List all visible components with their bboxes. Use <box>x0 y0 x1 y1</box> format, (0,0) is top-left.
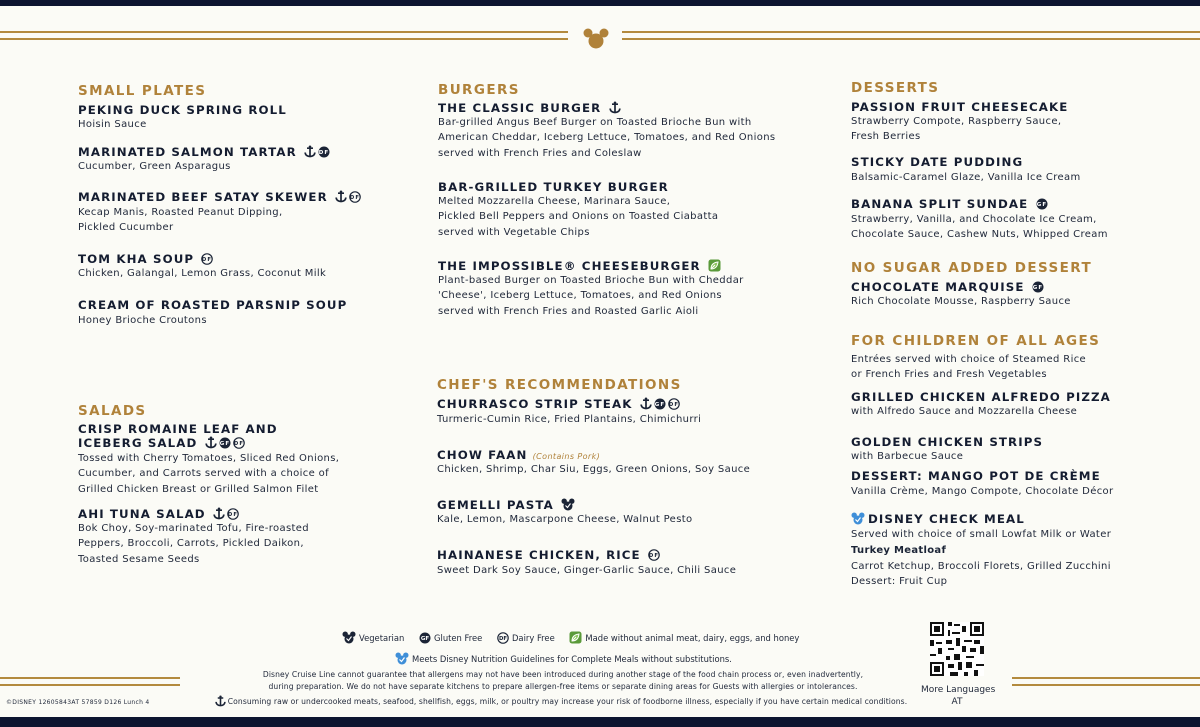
gold-rule <box>0 31 568 33</box>
menu-item-row <box>78 145 330 159</box>
menu-item-name: STICKY DATE PUDDING <box>851 155 1024 169</box>
menu-item-desc: Hoisin Sauce <box>78 119 147 130</box>
menu-item-name: HAINANESE CHICKEN, RICE <box>437 548 641 562</box>
menu-item-row <box>437 548 660 562</box>
menu-item-name: DESSERT: MANGO POT DE CRÈME <box>851 469 1101 483</box>
menu-item-desc: Strawberry, Vanilla, and Chocolate Ice Cream, Chocolate Sauce, Cashew Nuts, Whipped Cream <box>851 214 1108 241</box>
dairy-free-label: DF <box>668 402 679 409</box>
menu-item-desc: with Barbecue Sauce <box>851 451 964 462</box>
section-title-children: FOR CHILDREN OF ALL AGES <box>851 333 1101 349</box>
gluten-free-icon <box>1032 281 1044 293</box>
legend-vegetarian: Vegetarian <box>359 633 405 643</box>
anchor-icon <box>213 507 225 520</box>
dairy-free-icon <box>349 191 361 203</box>
menu-item-desc: Plant-based Burger on Toasted Brioche Bun with Cheddar 'Cheese', Iceberg Lettuce, Tomatoes, and Red Onions served with French Fries and Roasted Garlic Aioli <box>438 275 744 317</box>
gold-rule <box>1012 677 1200 679</box>
menu-item-name: DISNEY CHECK MEAL <box>868 512 1025 526</box>
anchor-icon <box>335 190 347 203</box>
dairy-free-icon <box>668 398 680 410</box>
menu-item-row <box>851 280 1044 294</box>
gluten-free-icon <box>1036 198 1048 210</box>
menu-item-name: TOM KHA SOUP <box>78 252 195 266</box>
dairy-free-label: DF <box>349 195 361 202</box>
contains-pork-note: (Contains Pork) <box>532 452 601 461</box>
qr-code[interactable] <box>930 622 984 676</box>
anchor-icon <box>640 397 652 410</box>
mickey-logo-icon <box>583 27 609 49</box>
menu-item-name: MARINATED SALMON TARTAR <box>78 145 297 159</box>
gold-rule <box>1012 684 1200 686</box>
dairy-free-icon <box>227 508 239 520</box>
menu-item-row <box>438 101 621 115</box>
legend-dairy-free: Dairy Free <box>511 633 555 643</box>
gold-rule <box>622 38 1200 40</box>
gluten-free-label: GF <box>219 441 230 448</box>
menu-item-row <box>78 252 213 266</box>
legend-plant-based: Made without animal meat, dairy, eggs, and honey <box>585 633 800 643</box>
section-title-small-plates: SMALL PLATES <box>78 83 207 99</box>
menu-item-row <box>437 448 600 462</box>
legend-disney-check: Meets Disney Nutrition Guidelines for Complete Meals without substitutions. <box>412 654 732 664</box>
menu-item-desc: Vanilla Crème, Mango Compote, Chocolate Décor <box>851 486 1114 497</box>
menu-item-name: AHI TUNA SALAD <box>78 507 206 521</box>
menu-item-name: CHOCOLATE MARQUISE <box>851 280 1025 294</box>
menu-item-row <box>851 512 1025 526</box>
menu-item-row <box>78 436 245 450</box>
allergen-disclaimer-1: Disney Cruise Line cannot guarantee that allergens may not have been introduced during another stage of the food chain process or, even inadvertently, <box>262 670 864 679</box>
menu-item-name: CRISP ROMAINE LEAF AND <box>78 422 278 436</box>
legend-row <box>330 631 799 646</box>
menu-item-name: CHURRASCO STRIP STEAK <box>437 397 633 411</box>
dairy-free-icon <box>233 437 245 449</box>
menu-item-desc: Tossed with Cherry Tomatoes, Sliced Red Onions, Cucumber, and Carrots served with a choice of Grilled Chicken Breast or Grilled Salmon Filet <box>78 453 340 495</box>
section-title-burgers: BURGERS <box>438 82 520 98</box>
gold-rule <box>0 677 180 679</box>
menu-item-desc: Cucumber, Green Asparagus <box>78 161 231 172</box>
more-languages-label: More Languages <box>921 685 996 695</box>
anchor-icon <box>609 101 621 114</box>
menu-item-name: MARINATED BEEF SATAY SKEWER <box>78 190 328 204</box>
footer-code: ©DISNEY 12605843AT 57859 D126 Lunch 4 <box>6 699 150 706</box>
menu-item-row <box>78 507 239 521</box>
menu-item-name: GEMELLI PASTA <box>437 498 554 512</box>
menu-item-row <box>851 197 1048 211</box>
menu-item-desc: Chicken, Galangal, Lemon Grass, Coconut Milk <box>78 268 327 279</box>
menu-item-desc: Served with choice of small Lowfat Milk or Water <box>851 529 1112 540</box>
turkey-meatloaf-desc: Carrot Ketchup, Broccoli Florets, Grilled Zucchini Dessert: Fruit Cup <box>851 561 1111 588</box>
menu-item-name: GOLDEN CHICKEN STRIPS <box>851 435 1044 449</box>
turkey-meatloaf-title: Turkey Meatloaf <box>851 545 947 556</box>
menu-item-row <box>78 190 361 204</box>
gluten-free-icon <box>219 437 231 449</box>
raw-food-warning-text: Consuming raw or undercooked meats, seafood, shellfish, eggs, milk, or poultry may increase your risk of foodborne illness, especially if you have certain medical conditions. <box>227 697 908 706</box>
menu-item-name: CHOW FAAN <box>437 448 528 462</box>
menu-item-desc: Sweet Dark Soy Sauce, Ginger-Garlic Sauce, Chili Sauce <box>437 565 737 576</box>
menu-item-name: BANANA SPLIT SUNDAE <box>851 197 1029 211</box>
menu-item-desc: Kecap Manis, Roasted Peanut Dipping, Pickled Cucumber <box>78 207 283 234</box>
menu-item-name: GRILLED CHICKEN ALFREDO PIZZA <box>851 390 1111 404</box>
top-border <box>0 0 1200 6</box>
menu-item-desc: Rich Chocolate Mousse, Raspberry Sauce <box>851 296 1071 307</box>
dairy-free-icon <box>318 146 330 158</box>
gluten-free-icon <box>654 398 666 410</box>
plant-based-icon <box>708 259 721 272</box>
menu-item-desc: Balsamic-Caramel Glaze, Vanilla Ice Cream <box>851 172 1081 183</box>
menu-item-desc: Bok Choy, Soy-marinated Tofu, Fire-roasted Peppers, Broccoli, Carrots, Pickled Daikon, Toasted Sesame Seeds <box>78 523 309 565</box>
section-title-desserts: DESSERTS <box>851 80 940 96</box>
menu-item-name: ICEBERG SALAD <box>78 436 198 450</box>
gluten-free-label: GF <box>1032 285 1043 292</box>
children-intro: Entrées served with choice of Steamed Rice or French Fries and Fresh Vegetables <box>851 354 1087 381</box>
anchor-icon <box>304 145 316 158</box>
menu-item-row <box>438 259 721 273</box>
gold-rule <box>0 38 568 40</box>
dairy-free-label: DF <box>227 512 239 519</box>
section-title-salads: SALADS <box>78 403 147 419</box>
vegetarian-icon <box>561 498 575 511</box>
dairy-free-label: DF <box>498 636 507 643</box>
dairy-free-label: DF <box>202 257 213 264</box>
menu-item-row <box>437 498 575 512</box>
raw-food-warning <box>200 695 920 707</box>
dairy-free-icon <box>648 549 660 561</box>
gold-rule <box>622 31 1200 33</box>
disney-check-icon <box>395 652 409 667</box>
bottom-border <box>0 717 1200 727</box>
gluten-free-icon <box>419 632 431 646</box>
menu-item-name: PASSION FRUIT CHEESECAKE <box>851 100 1069 114</box>
anchor-icon <box>215 695 226 707</box>
menu-item-desc: Strawberry Compote, Raspberry Sauce, Fresh Berries <box>851 116 1062 143</box>
section-title-no-sugar: NO SUGAR ADDED DESSERT <box>851 260 1093 276</box>
menu-item-desc: with Alfredo Sauce and Mozzarella Cheese <box>851 406 1078 417</box>
menu-item-desc: Kale, Lemon, Mascarpone Cheese, Walnut Pesto <box>437 514 693 525</box>
menu-item-desc: Bar-grilled Angus Beef Burger on Toasted Brioche Bun with American Cheddar, Iceberg Lettuce, Tomatoes, and Red Onions served with French Fries and Coleslaw <box>438 117 776 159</box>
menu-item-desc: Chicken, Shrimp, Char Siu, Eggs, Green Onions, Soy Sauce <box>437 464 751 475</box>
menu-item-name: THE CLASSIC BURGER <box>438 101 602 115</box>
anchor-icon <box>205 436 217 449</box>
vegetarian-icon <box>342 631 356 646</box>
menu-item-row <box>437 397 680 411</box>
menu-item-name: THE IMPOSSIBLE® CHEESEBURGER <box>438 259 701 273</box>
gluten-free-label: GF <box>654 402 665 409</box>
disney-check-icon <box>851 512 865 525</box>
menu-item-name: BAR-GRILLED TURKEY BURGER <box>438 180 669 194</box>
gold-rule <box>0 684 180 686</box>
dairy-free-label: DF <box>648 553 660 560</box>
section-title-chefs-recommendations: CHEF'S RECOMMENDATIONS <box>437 377 682 393</box>
legend-check-row <box>395 652 732 667</box>
dairy-free-label: DF <box>233 441 244 448</box>
gluten-free-label: GF <box>420 636 430 643</box>
menu-item-name: PEKING DUCK SPRING ROLL <box>78 103 287 117</box>
gluten-free-label: GF <box>1036 202 1047 209</box>
allergen-disclaimer-2: during preparation. We do not have separate kitchens to prepare allergen-free items or separate dining areas for Guests with allergies or intolerances. <box>268 682 858 691</box>
dairy-free-label: DF <box>318 150 330 157</box>
menu-item-desc: Honey Brioche Croutons <box>78 315 207 326</box>
dairy-free-icon <box>497 632 509 646</box>
dairy-free-icon <box>201 253 213 265</box>
plant-based-icon <box>569 631 582 646</box>
menu-item-desc: Turmeric-Cumin Rice, Fried Plantains, Chimichurri <box>437 414 702 425</box>
legend-gluten-free: Gluten Free <box>434 633 483 643</box>
menu-item-desc: Melted Mozzarella Cheese, Marinara Sauce, Pickled Bell Peppers and Onions on Toasted Ciabatta served with Vegetable Chips <box>438 196 719 238</box>
menu-item-name: CREAM OF ROASTED PARSNIP SOUP <box>78 298 348 312</box>
language-code: AT <box>951 697 963 707</box>
